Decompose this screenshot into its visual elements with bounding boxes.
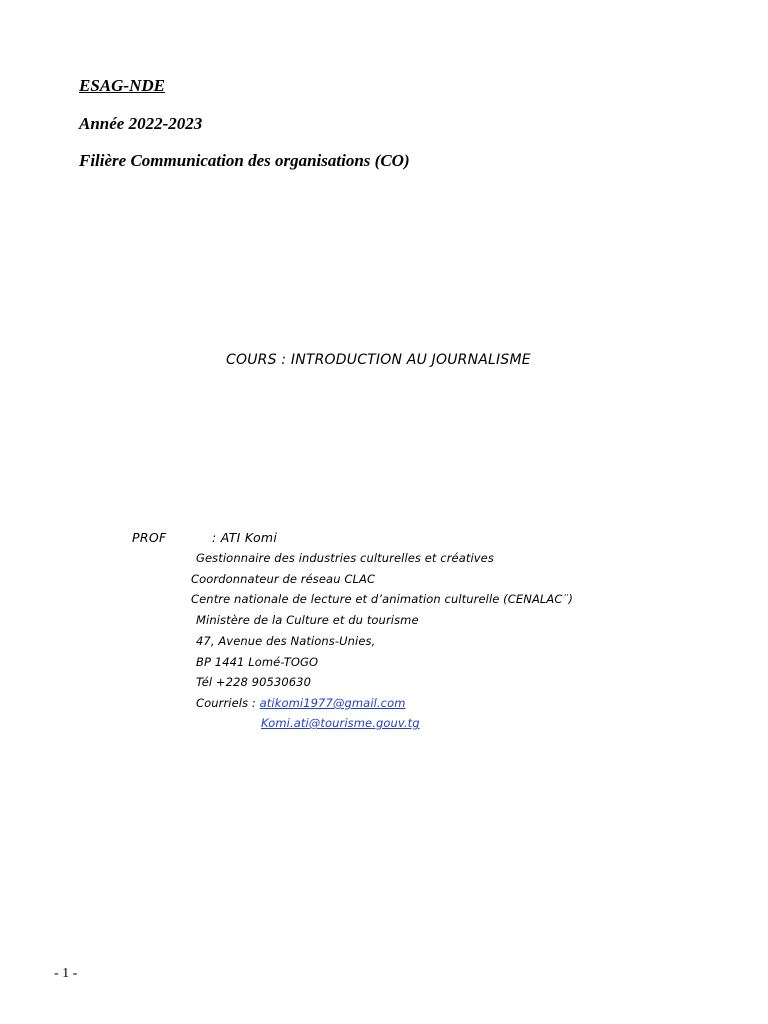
prof-phone: Tél +228 90530630 bbox=[196, 675, 312, 689]
emails-label: Courriels : bbox=[196, 696, 260, 710]
email-link-gmail[interactable]: atikomi1977@gmail.com bbox=[259, 696, 406, 710]
prof-name: : ATI Komi bbox=[212, 530, 278, 545]
page-number: - 1 - bbox=[54, 966, 78, 981]
prof-address: 47, Avenue des Nations-Unies, bbox=[196, 634, 376, 648]
prof-po-box: BP 1441 Lomé-TOGO bbox=[196, 655, 319, 669]
academic-year: Année 2022-2023 bbox=[79, 114, 203, 133]
course-title: COURS : INTRODUCTION AU JOURNALISME bbox=[226, 352, 531, 368]
prof-ministry: Ministère de la Culture et du tourisme bbox=[196, 613, 419, 627]
prof-role: Gestionnaire des industries culturelles et créatives bbox=[196, 551, 494, 565]
school-name: ESAG-NDE bbox=[79, 76, 165, 95]
prof-network: Coordonnateur de réseau CLAC bbox=[191, 572, 376, 586]
prof-emails-line bbox=[196, 696, 406, 711]
prof-label: PROF bbox=[132, 530, 167, 545]
prof-center: Centre nationale de lecture et d’animation culturelle (CENALAC¨) bbox=[191, 592, 573, 606]
program-name: Filière Communication des organisations (CO) bbox=[79, 151, 410, 170]
email-link-tourisme[interactable]: Komi.ati@tourisme.gouv.tg bbox=[261, 716, 420, 730]
prof-email-second-line bbox=[261, 716, 420, 731]
